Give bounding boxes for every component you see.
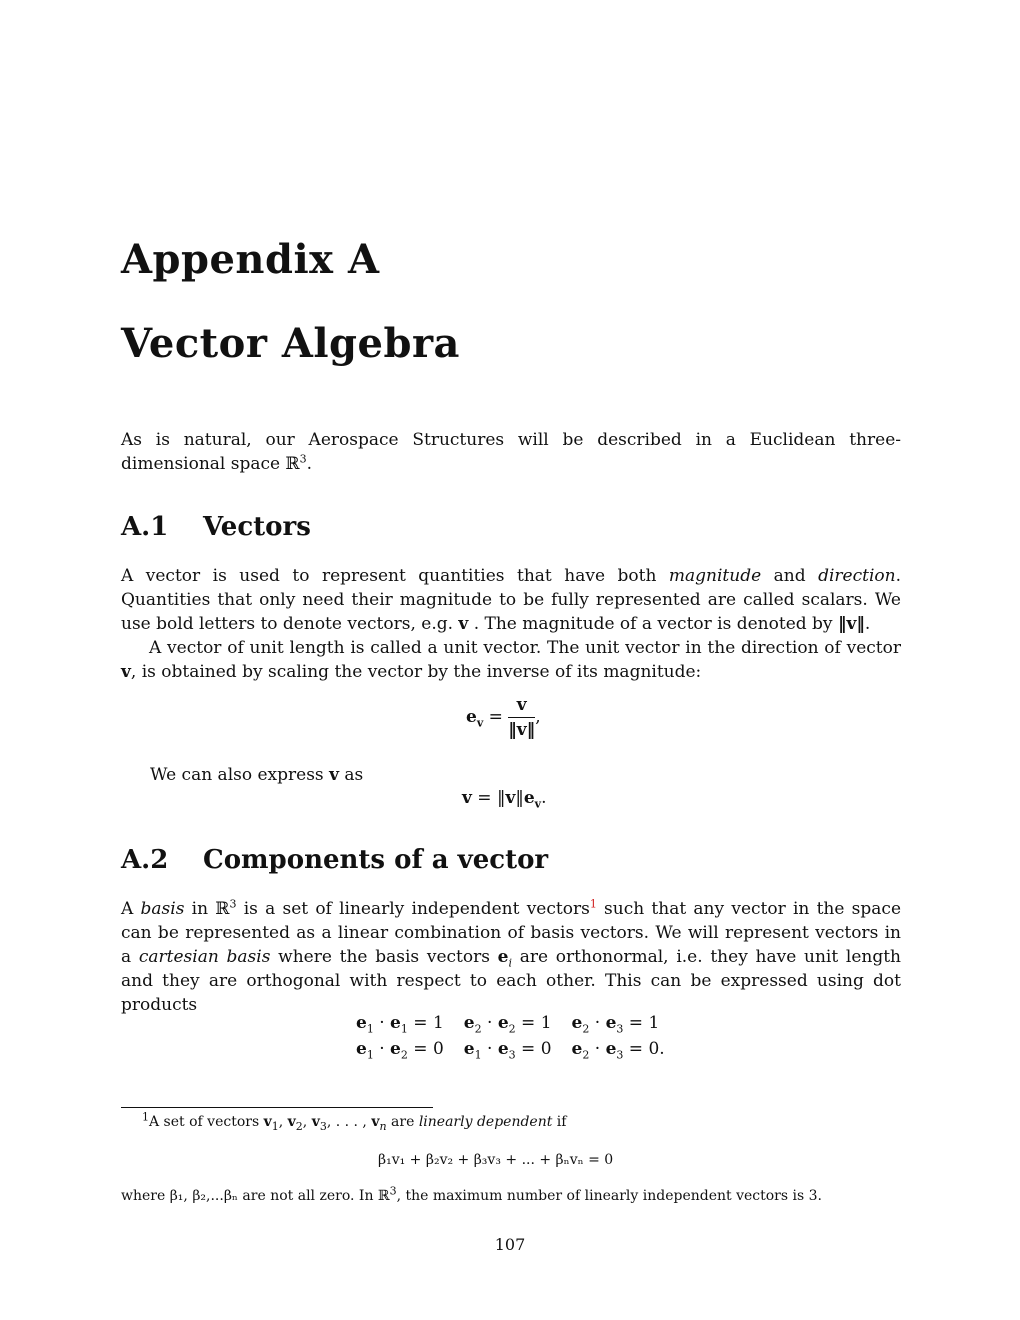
section-heading-vectors: A.1 Vectors (121, 512, 311, 542)
vectors-paragraph-2: A vector of unit length is called a unit vector. The unit vector in the direction of vector v, is obtained by scaling the vector by the inverse of its magnitude: (121, 638, 901, 682)
footnote-line-1: $^1$A set of vectors $v_1$, $v_2$, $v_3$, . . . , $v_n$ are linearly dependent if (142, 1110, 567, 1133)
vector-decomposition-equation: $v = ‖v‖e_v$. (462, 788, 547, 811)
chapter-label: Appendix A (121, 236, 380, 283)
dot-row-1: $e_1 \cdot e_1 = 1$ $e_2 \cdot e_2 = 1$ $e_2 \cdot e_3 = 1$ (356, 1013, 660, 1036)
footnote-rule (121, 1107, 433, 1108)
vectors-paragraph-1: A vector is used to represent quantities that have both magnitude and direction. Quantities that only need their magnitude to be fully represented are called scalars. We use bold letters to denote vectors, e.g. v . The magnitude of a vector is denoted by ‖v‖. (121, 566, 901, 634)
orthonormality-equations (346, 1010, 675, 1062)
components-paragraph: A basis in ℝ$^3$ is a set of linearly independent vectors$^1$ such that any vector in the space can be represented as a linear combination of basis vectors. We will represent vectors in a cartesian basis where the basis vectors $e_i$ are orthonormal, i.e. they have unit length and they are orthogonal with respect to each other. This can be expressed using dot products (121, 897, 901, 1015)
section-heading-components: A.2 Components of a vector (121, 845, 549, 875)
footnote-ref[interactable]: 1 (589, 897, 597, 911)
vectors-paragraph-3: We can also express v as (150, 765, 364, 785)
unit-vector-equation: $e_v$ = $\frac{v}{‖v‖}$ , (466, 695, 541, 740)
intro-paragraph: As is natural, our Aerospace Structures will be described in a Euclidean three-dimensional space ℝ$^3$. (121, 430, 901, 474)
page-number: 107 (494, 1235, 526, 1254)
footnote-line-2: where β₁, β₂,...βₙ are not all zero. In ℝ$^3$, the maximum number of linearly independent vectors is 3. (121, 1184, 822, 1204)
dot-row-2: $e_1 \cdot e_2 = 0$ $e_1 \cdot e_3 = 0$ $e_2 \cdot e_3 = 0$. (356, 1039, 665, 1062)
chapter-title: Vector Algebra (121, 320, 460, 367)
footnote-equation: β₁v₁ + β₂v₂ + β₃v₃ + ... + βₙvₙ = 0 (378, 1152, 614, 1168)
